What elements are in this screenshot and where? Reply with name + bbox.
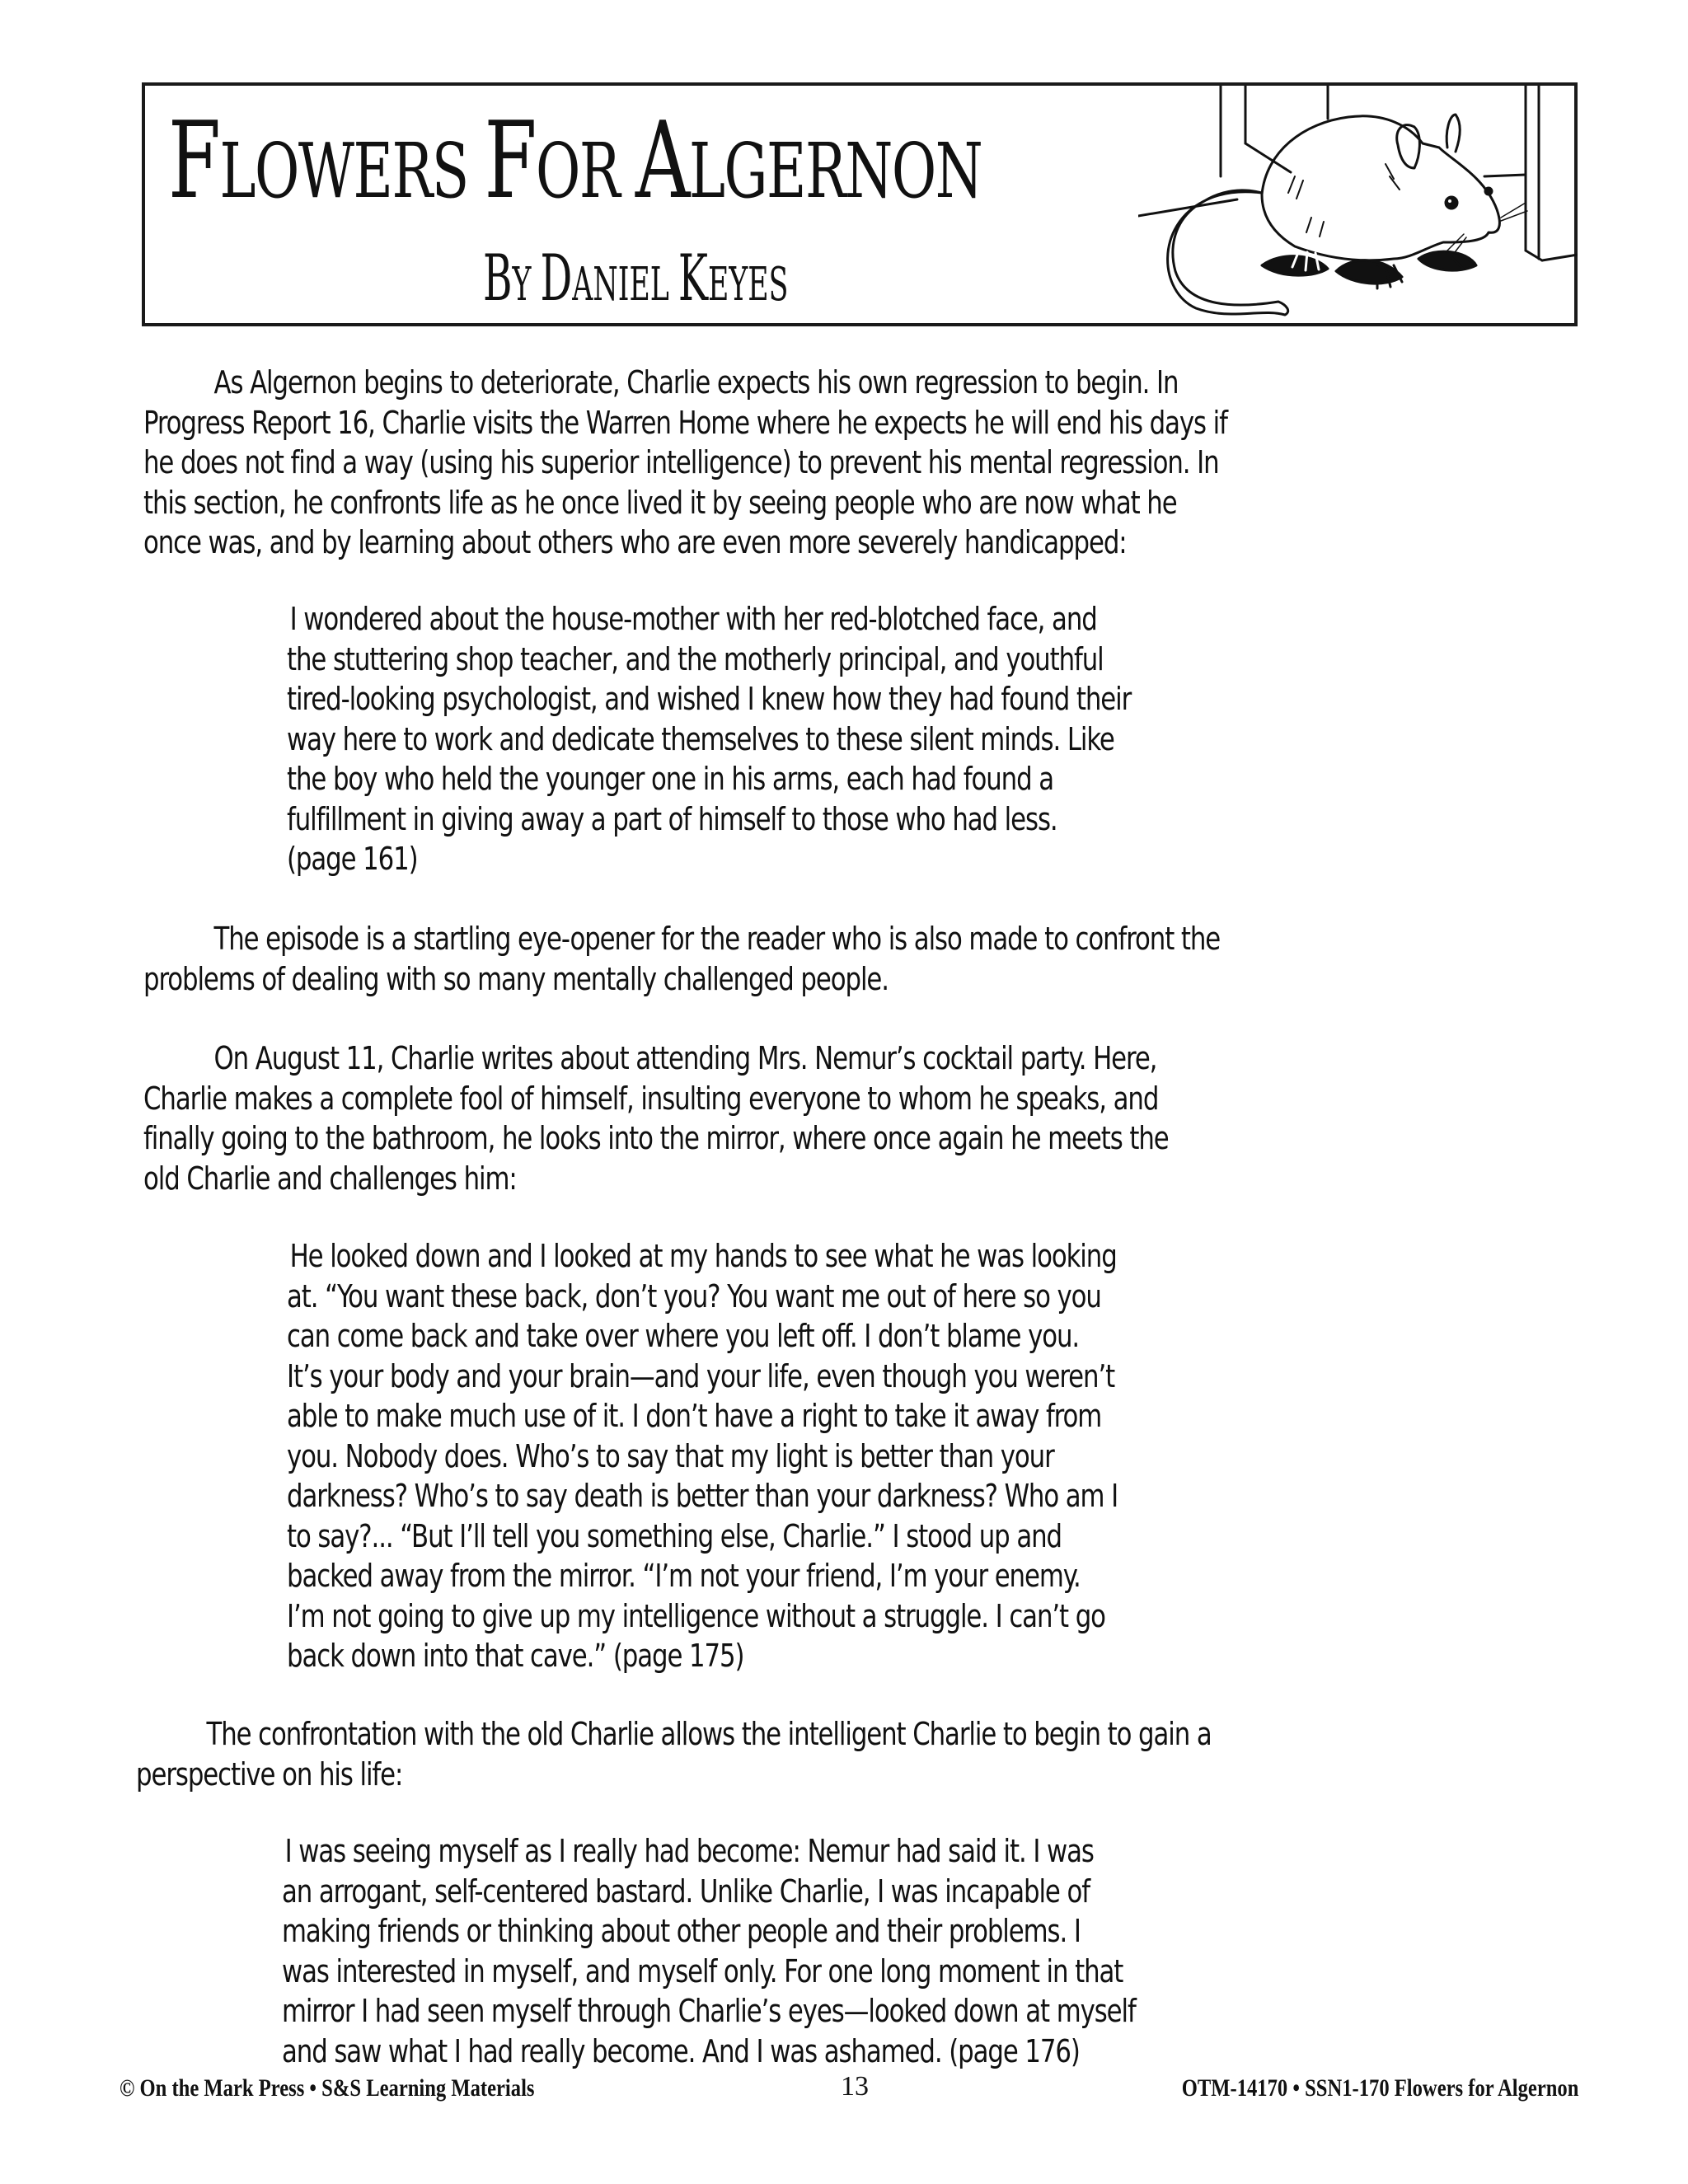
footer-publisher: © On the Mark Press • S&S Learning Materials (120, 2074, 535, 2102)
block-quote-page-175 (287, 1236, 1466, 1676)
text-line: finally going to the bathroom, he looks into the mirror, where once again he meets the (143, 1120, 1169, 1156)
page-footer (120, 2071, 1578, 2107)
quote-line: can come back and take over where you left off. I don’t blame you. (287, 1318, 1080, 1354)
text-line: this section, he confronts life as he once lived it by seeing people who are now what he (143, 484, 1177, 521)
quote-line: tired-looking psychologist, and wished I knew how they had found their (287, 681, 1132, 717)
title-banner (142, 82, 1578, 326)
quote-line: to say?... “But I’ll tell you something else, Charlie.” I stood up and (287, 1517, 1062, 1554)
text-line: As Algernon begins to deteriorate, Charlie expects his own regression to begin. In (213, 364, 1179, 401)
quote-line: darkness? Who’s to say death is better than your darkness? Who am I (287, 1478, 1118, 1514)
mouse-illustration-icon (1138, 86, 1578, 323)
quote-line: the stuttering shop teacher, and the motherly principal, and youthful (287, 640, 1104, 677)
text-line: The confrontation with the old Charlie allows the intelligent Charlie to begin to gain a (206, 1716, 1212, 1752)
quote-line: able to make much use of it. I don’t have a right to take it away from (287, 1398, 1102, 1434)
title-word-1: FLOWERS (168, 100, 485, 223)
text-line: problems of dealing with so many mentally challenged people. (143, 960, 889, 997)
quote-line: I’m not going to give up my intelligence without a struggle. I can’t go (287, 1597, 1105, 1634)
title-word-3: ALGERNON (635, 100, 982, 223)
text-line: On August 11, Charlie writes about attending Mrs. Nemur’s cocktail party. Here, (213, 1040, 1157, 1076)
author-byline: BY DANIEL KEYES (483, 241, 789, 316)
quote-line: you. Nobody does. Who’s to say that my light is better than your (287, 1437, 1054, 1474)
episode-paragraph (143, 919, 1594, 999)
page-title (168, 100, 982, 223)
quote-line: He looked down and I looked at my hands to see what he was looking (289, 1238, 1117, 1274)
quote-line: back down into that cave.” (page 175) (287, 1638, 744, 1674)
block-quote-page-176 (282, 1831, 1461, 2071)
intro-paragraph (143, 363, 1594, 563)
text-line: once was, and by learning about others who are even more severely handicapped: (143, 524, 1127, 560)
confrontation-paragraph (136, 1714, 1587, 1794)
text-line: perspective on his life: (136, 1755, 403, 1793)
quote-line: way here to work and dedicate themselves to these silent minds. Like (287, 720, 1114, 757)
quote-line: and saw what I had really become. And I was ashamed. (page 176) (282, 2032, 1080, 2069)
quote-line: backed away from the mirror. “I’m not your friend, I’m your enemy. (287, 1558, 1081, 1594)
text-line: old Charlie and challenges him: (143, 1160, 517, 1197)
text-line: he does not find a way (using his superior intelligence) to prevent his mental regression. In (143, 444, 1219, 480)
page-number: 13 (841, 2071, 869, 2102)
cocktail-party-paragraph (143, 1038, 1594, 1198)
text-line: The episode is a startling eye-opener for the reader who is also made to confront the (213, 921, 1221, 957)
quote-line: at. “You want these back, don’t you? You want me out of here so you (287, 1277, 1101, 1315)
quote-line: was interested in myself, and myself only. For one long moment in that (282, 1952, 1123, 1990)
quote-line: the boy who held the younger one in his arms, each had found a (287, 761, 1053, 797)
quote-citation: (page 161) (287, 841, 418, 877)
quote-line: It’s your body and your brain—and your life, even though you weren’t (287, 1357, 1115, 1394)
quote-line: fulfillment in giving away a part of himself to those who had less. (287, 800, 1057, 837)
quote-line: mirror I had seen myself through Charlie’s eyes—looked down at myself (282, 1993, 1136, 2029)
quote-line: I was seeing myself as I really had become: Nemur had said it. I was (284, 1833, 1094, 1869)
quote-line: I wondered about the house-mother with her red-blotched face, and (289, 601, 1097, 637)
title-word-2: FOR (484, 100, 635, 223)
quote-line: an arrogant, self-centered bastard. Unlike Charlie, I was incapable of (282, 1872, 1090, 1910)
text-line: Charlie makes a complete fool of himself, insulting everyone to whom he speaks, and (143, 1080, 1159, 1117)
text-line: Progress Report 16, Charlie visits the Warren Home where he expects he will end his days if (143, 404, 1227, 441)
quote-line: making friends or thinking about other people and their problems. I (282, 1913, 1081, 1949)
footer-product-code: OTM-14170 • SSN1-170 Flowers for Algernon (1181, 2074, 1578, 2102)
block-quote-page-161 (287, 599, 1466, 879)
